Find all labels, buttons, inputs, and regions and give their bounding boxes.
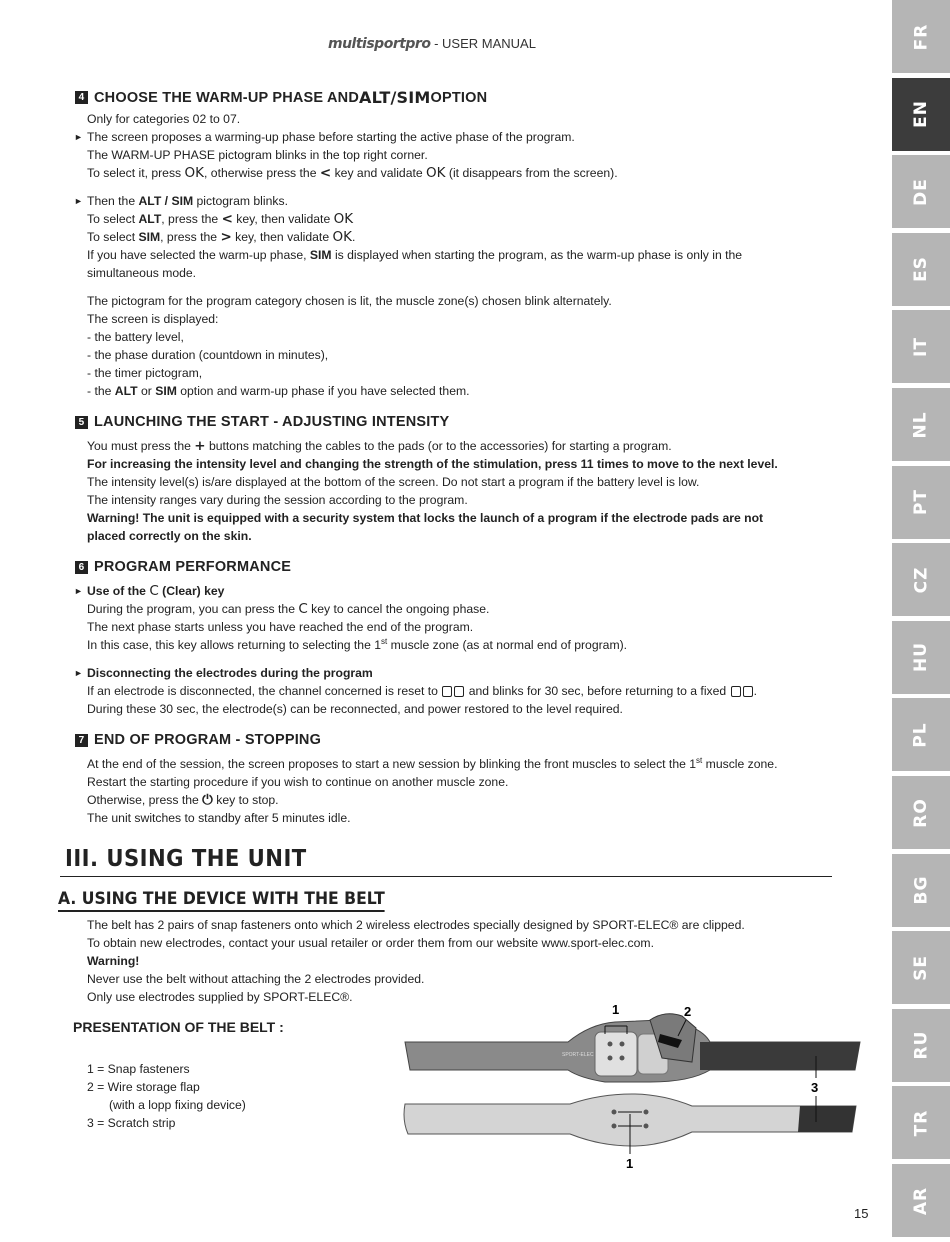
text-line: For increasing the intensity level and changing the strength of the stimulation, press 11 times to move to the next level.: [87, 457, 778, 471]
text-line: The belt has 2 pairs of snap fasteners onto which 2 wireless electrodes specially designed by SPORT-ELEC® are clipped.: [87, 918, 745, 932]
tab-label: AR: [911, 1186, 931, 1215]
tab-ar[interactable]: [892, 1164, 950, 1237]
text-line: If you have selected the warm-up phase, SIM is displayed when starting the program, as the warm-up phase is only in the: [87, 248, 743, 262]
clear-key-icon: C: [149, 583, 159, 599]
alt-sim-label: ALT/SIM: [359, 88, 431, 107]
text-line: The intensity level(s) is/are displayed at the bottom of the screen. Do not start a program if the battery level is low.: [87, 475, 700, 489]
tab-fr[interactable]: [892, 0, 950, 73]
list-item: - the timer pictogram,: [87, 366, 203, 380]
text-line: The unit switches to standby after 5 minutes idle.: [87, 811, 351, 825]
section-number: 6: [75, 561, 88, 574]
legend-item: 1 = Snap fasteners: [87, 1062, 190, 1076]
language-tabs: [892, 0, 950, 1242]
ok-key-icon: OK: [184, 165, 205, 181]
section-number: 4: [75, 91, 88, 104]
text-line: The next phase starts unless you have reached the end of the program.: [87, 620, 474, 634]
legend-item: (with a lopp fixing device): [109, 1098, 246, 1112]
tab-es[interactable]: [892, 233, 950, 306]
tab-label: BG: [910, 875, 931, 905]
page-header: [328, 36, 536, 52]
zero-digits-icon: [730, 684, 754, 698]
bullet-arrow-icon: ►: [74, 668, 83, 678]
text-line: To select SIM, press the > key, then validate OK.: [87, 229, 356, 245]
tab-label: HU: [910, 642, 931, 673]
callout-1: 1: [612, 1002, 620, 1017]
left-key-icon: <: [221, 211, 233, 227]
text: The screen proposes a warming-up phase before starting the active phase of the program.: [87, 130, 575, 144]
text-line: The WARM-UP PHASE pictogram blinks in the top right corner.: [87, 148, 428, 162]
subchapter-title: A. USING THE DEVICE WITH THE BELT: [58, 889, 385, 912]
text-line: In this case, this key allows returning to selecting the 1st muscle zone (as at normal end of program).: [87, 636, 628, 652]
text-line: To select ALT, press the < key, then validate OK: [87, 211, 354, 227]
tab-label: RO: [910, 797, 931, 828]
bullet-arrow-icon: ►: [74, 196, 83, 206]
tab-label: PT: [911, 489, 931, 516]
text-line: At the end of the session, the screen proposes to start a new session by blinking the front muscles to select the 1st muscle zone.: [87, 755, 778, 771]
tab-label: TR: [911, 1109, 931, 1137]
text-line: Only use electrodes supplied by SPORT-ELEC®.: [87, 990, 353, 1004]
text-line: The pictogram for the program category chosen is lit, the muscle zone(s) chosen blink alternately.: [87, 294, 612, 308]
bullet-arrow-icon: ►: [74, 586, 83, 596]
text-line: Restart the starting procedure if you wish to continue on another muscle zone.: [87, 775, 509, 789]
legend-item: 2 = Wire storage flap: [87, 1080, 200, 1094]
text-line: During the program, you can press the C key to cancel the ongoing phase.: [87, 601, 490, 617]
tab-cz[interactable]: [892, 543, 950, 616]
tab-label: IT: [910, 336, 931, 357]
divider: [60, 876, 832, 877]
section-number: 7: [75, 734, 88, 747]
tab-ro[interactable]: [892, 776, 950, 849]
callout-3: 3: [811, 1080, 819, 1095]
tab-it[interactable]: [892, 310, 950, 383]
tab-label: EN: [911, 100, 931, 129]
plus-key-icon: +: [194, 438, 206, 454]
ok-key-icon: OK: [426, 165, 446, 181]
tab-label: CZ: [911, 566, 931, 594]
text-line: Only for categories 02 to 07.: [87, 112, 241, 126]
section-7-heading: 7 END OF PROGRAM - STOPPING: [75, 732, 321, 748]
list-item: - the phase duration (countdown in minutes),: [87, 348, 329, 362]
belt-illustration: [400, 998, 862, 1176]
ok-key-icon: OK: [332, 229, 352, 245]
chapter-title: III. USING THE UNIT: [65, 846, 307, 872]
list-item: - the battery level,: [87, 330, 184, 344]
tab-label: SE: [910, 954, 931, 981]
text-line: To obtain new electrodes, contact your usual retailer or order them from our website www.sport-elec.com.: [87, 936, 654, 950]
tab-pt[interactable]: [892, 466, 950, 539]
warning-line: Warning! The unit is equipped with a security system that locks the launch of a program if the electrode pads are not: [87, 511, 764, 525]
page-number: 15: [854, 1206, 869, 1221]
bullet-line: ► Then the ALT / SIM pictogram blinks.: [74, 194, 288, 208]
bullet-line: [74, 128, 575, 146]
text-line: Never use the belt without attaching the 2 electrodes provided.: [87, 972, 425, 986]
header-suffix: - USER MANUAL: [430, 36, 536, 51]
text-line: To select it, press OK, otherwise press the < key and validate OK (it disappears from the screen).: [87, 165, 618, 181]
tab-label: PL: [910, 722, 931, 748]
tab-label: FR: [910, 23, 931, 50]
bullet-line: ► Use of the C (Clear) key: [74, 583, 225, 599]
section-4-heading: [75, 88, 487, 107]
left-key-icon: <: [319, 165, 332, 181]
tab-en[interactable]: [892, 78, 950, 151]
text-line: During these 30 sec, the electrode(s) can be reconnected, and power restored to the level required.: [87, 702, 623, 716]
section-6-heading: 6 PROGRAM PERFORMANCE: [75, 559, 291, 575]
tab-tr[interactable]: [892, 1086, 950, 1159]
presentation-title: PRESENTATION OF THE BELT :: [73, 1019, 284, 1035]
text-line: The screen is displayed:: [87, 312, 219, 326]
legend-item: 3 = Scratch strip: [87, 1116, 176, 1130]
tab-hu[interactable]: [892, 621, 950, 694]
section-number: 5: [75, 416, 88, 429]
tab-pl[interactable]: [892, 698, 950, 771]
brand-mark: SPORT-ELEC: [562, 1052, 594, 1058]
power-key-icon: ⏻: [202, 792, 213, 808]
tab-label: ES: [910, 256, 931, 283]
tab-bg[interactable]: [892, 854, 950, 927]
heading-text: OPTION: [430, 89, 488, 106]
tab-label: DE: [910, 177, 931, 206]
brand-logo: multisportpro: [328, 36, 431, 52]
warning-label: Warning!: [87, 954, 140, 968]
text-line: Otherwise, press the ⏻ key to stop.: [87, 792, 279, 808]
tab-label: RU: [911, 1030, 931, 1060]
bullet-line: ► Disconnecting the electrodes during the program: [74, 666, 373, 680]
tab-nl[interactable]: [892, 388, 950, 461]
section-5-heading: 5 LAUNCHING THE START - ADJUSTING INTENSITY: [75, 414, 449, 430]
warning-line: placed correctly on the skin.: [87, 529, 252, 543]
text-line: You must press the + buttons matching the cables to the pads (or to the accessories) for starting a program.: [87, 438, 672, 454]
heading-text: CHOOSE THE WARM-UP PHASE AND: [94, 89, 360, 106]
text-line: If an electrode is disconnected, the channel concerned is reset to and blinks for 30 sec, before returning to a fixed .: [87, 684, 757, 698]
tab-se[interactable]: [892, 931, 950, 1004]
tab-label: NL: [911, 410, 931, 439]
callout-2: 2: [684, 1004, 692, 1019]
text-line: The intensity ranges vary during the session according to the program.: [87, 493, 468, 507]
text-line: simultaneous mode.: [87, 266, 197, 280]
tab-ru[interactable]: [892, 1009, 950, 1082]
zero-digits-icon: [441, 684, 465, 698]
ok-key-icon: OK: [333, 211, 354, 227]
bullet-arrow-icon: ►: [74, 132, 83, 142]
right-key-icon: >: [220, 229, 232, 245]
list-item: - the ALT or SIM option and warm-up phase if you have selected them.: [87, 384, 470, 398]
callout-1-bottom: 1: [626, 1156, 634, 1171]
clear-key-icon: C: [298, 601, 308, 617]
tab-de[interactable]: [892, 155, 950, 228]
